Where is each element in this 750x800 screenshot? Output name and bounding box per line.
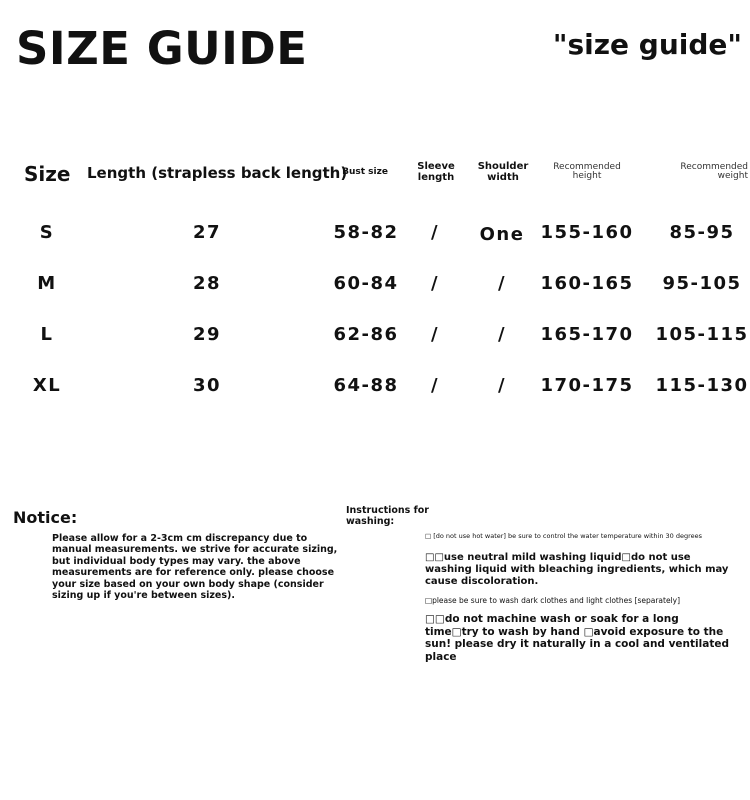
- cell-bust: 58-82: [333, 222, 399, 243]
- cell-length: 30: [192, 375, 222, 396]
- cell-size: L: [40, 324, 54, 345]
- column-header-shoulder: Shoulder width: [477, 161, 529, 183]
- cell-size: M: [37, 273, 57, 294]
- cell-height: 170-175: [540, 375, 634, 396]
- washing-instruction: □please be sure to wash dark clothes and light clothes [separately]: [425, 596, 681, 605]
- cell-size: XL: [32, 375, 62, 396]
- table-row: [0, 273, 750, 303]
- column-header-length: Length (strapless back length): [87, 164, 348, 182]
- cell-length: 28: [192, 273, 222, 294]
- cell-bust: 64-88: [333, 375, 399, 396]
- cell-weight: 115-130: [655, 375, 749, 396]
- column-header-recommended-height: Recommended height: [553, 162, 621, 182]
- cell-bust: 62-86: [333, 324, 399, 345]
- cell-weight: 85-95: [669, 222, 735, 243]
- cell-sleeve: /: [430, 375, 440, 396]
- table-row: [0, 375, 750, 405]
- table-row: [0, 324, 750, 354]
- column-header-size: Size: [24, 162, 71, 186]
- page-title: SIZE GUIDE: [16, 22, 308, 75]
- table-row: [0, 222, 750, 252]
- washing-instruction: □□do not machine wash or soak for a long time□try to wash by hand □avoid exposure to the sun! please dry it naturally in a cool and ventilated place: [425, 613, 729, 663]
- notice-text: Please allow for a 2-3cm cm discrepancy due to manual measurements. we strive for accurate sizing, but individual body types may vary. the above measurements are for reference only. please choose your size based on your own body shape (consider sizing up if you're between sizes).: [52, 533, 338, 601]
- washing-instruction: □ [do not use hot water] be sure to control the water temperature within 30 degrees: [425, 532, 703, 540]
- cell-size: S: [39, 222, 55, 243]
- washing-heading: Instructions for washing:: [346, 505, 429, 527]
- cell-length: 27: [192, 222, 222, 243]
- cell-shoulder: One: [479, 224, 525, 245]
- cell-weight: 95-105: [662, 273, 742, 294]
- cell-length: 29: [192, 324, 222, 345]
- washing-instruction: □□use neutral mild washing liquid□do not use washing liquid with bleaching ingredients, which may cause discoloration.: [425, 552, 729, 587]
- notice-heading: Notice:: [13, 508, 78, 527]
- cell-shoulder: /: [497, 324, 507, 345]
- cell-shoulder: /: [497, 375, 507, 396]
- cell-weight: 105-115: [655, 324, 749, 345]
- cell-sleeve: /: [430, 273, 440, 294]
- cell-sleeve: /: [430, 324, 440, 345]
- cell-height: 165-170: [540, 324, 634, 345]
- column-header-sleeve: Sleeve length: [417, 161, 455, 183]
- cell-sleeve: /: [430, 222, 440, 243]
- column-header-recommended-weight: Recommended weight: [680, 162, 748, 182]
- cell-height: 155-160: [540, 222, 634, 243]
- cell-bust: 60-84: [333, 273, 399, 294]
- column-header-bust: Bust size: [342, 167, 388, 177]
- cell-shoulder: /: [497, 273, 507, 294]
- cell-height: 160-165: [540, 273, 634, 294]
- page-subtitle: "size guide": [552, 28, 742, 61]
